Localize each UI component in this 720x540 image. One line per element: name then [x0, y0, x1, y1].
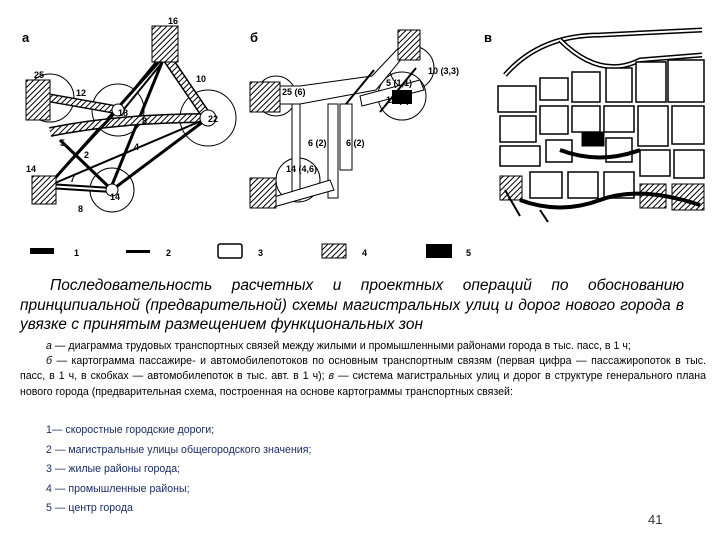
b-num-6b: 6 (2) — [346, 138, 365, 148]
b-num-12: 12 (4) — [386, 95, 410, 105]
legend-num-2: 2 — [166, 248, 172, 258]
description-v-letter: в — [324, 370, 335, 383]
legend-item-3: 3 — жилые районы города; — [46, 463, 181, 476]
description-a-letter: а — [46, 340, 52, 352]
figure-legend — [30, 244, 471, 258]
legend-num-5: 5 — [466, 248, 472, 258]
panel-b-cartogram — [250, 30, 434, 208]
description-b-letter: б — [46, 355, 52, 368]
panel-label-v: в — [484, 30, 492, 45]
description-b — [20, 354, 706, 400]
page-number: 41 — [648, 512, 663, 527]
a-num-8: 8 — [142, 116, 148, 126]
legend-list — [46, 421, 311, 519]
legend-1-swatch — [30, 248, 54, 254]
description-b-text: — картограмма пассажире- и автомобилепотоков по основным транспортным связям (первая цифра — пассажиропоток в тыс. пасс, в 1 ч, в скобках — автомобилепоток в тыс. авт. в 1 ч); — [20, 355, 706, 383]
legend-2-swatch — [126, 250, 150, 253]
b-num-25: 25 (6) — [282, 87, 306, 97]
panel-label-a: а — [22, 30, 30, 45]
legend-item-2: 2 — магистральные улицы общегородского значения; — [46, 443, 312, 456]
legend-num-1: 1 — [74, 248, 80, 258]
figure-title: Последовательность расчетных и проектных операций по обоснованию принципиальной (предварительной) схемы магистральных улиц и дорог нового города в увязке с принятым размещением функциональных зон — [20, 277, 684, 333]
legend-num-3: 3 — [258, 248, 264, 258]
a-num-10: 10 — [196, 74, 207, 84]
panel-a-diagram — [26, 26, 236, 212]
a-num-25: 25 — [34, 70, 45, 80]
description-v-text: — система магистральных улиц и дорог в структуре генерального плана нового города (предварительная схема, построенная на основе картограммы транспортных связей: — [20, 370, 707, 398]
b-num-10: 10 (3,3) — [428, 66, 460, 76]
a-num-14: 14 — [110, 192, 121, 202]
a-num-7: 7 — [70, 174, 76, 184]
figure-description — [20, 339, 706, 400]
legend-4-swatch — [322, 244, 346, 258]
legend-item-1: 1— скоростные городские дороги; — [46, 424, 215, 436]
description-a-text: — диаграмма трудовых транспортных связей между жилыми и промышленными районами города в тыс. пасс, в 1 ч; — [51, 340, 631, 352]
legend-item-5: 5 — центр города — [46, 502, 133, 515]
legend-num-4: 4 — [362, 248, 368, 258]
panel-label-b: б — [250, 30, 259, 45]
b-num-5: 5 (1,1) — [386, 78, 413, 88]
a-num-14-left: 14 — [26, 164, 37, 174]
b-num-14: 14 (4,6) — [286, 164, 318, 174]
b-num-6a: 6 (2) — [308, 138, 327, 148]
legend-3-swatch — [218, 244, 242, 258]
a-num-12: 12 — [76, 88, 87, 98]
a-num-22: 22 — [208, 114, 219, 124]
a-num-16: 16 — [168, 16, 179, 26]
panel-v-street-plan — [498, 30, 704, 222]
legend-item-4: 4 — промышленные районы; — [46, 482, 190, 495]
description-a — [20, 339, 706, 354]
a-num-2: 2 — [84, 150, 90, 160]
a-num-4: 4 — [134, 142, 140, 152]
legend-5-swatch — [426, 244, 452, 258]
a-num-8-bottom: 8 — [78, 204, 84, 214]
a-num-5: 5 — [60, 138, 66, 148]
a-num-18: 18 — [118, 108, 129, 118]
